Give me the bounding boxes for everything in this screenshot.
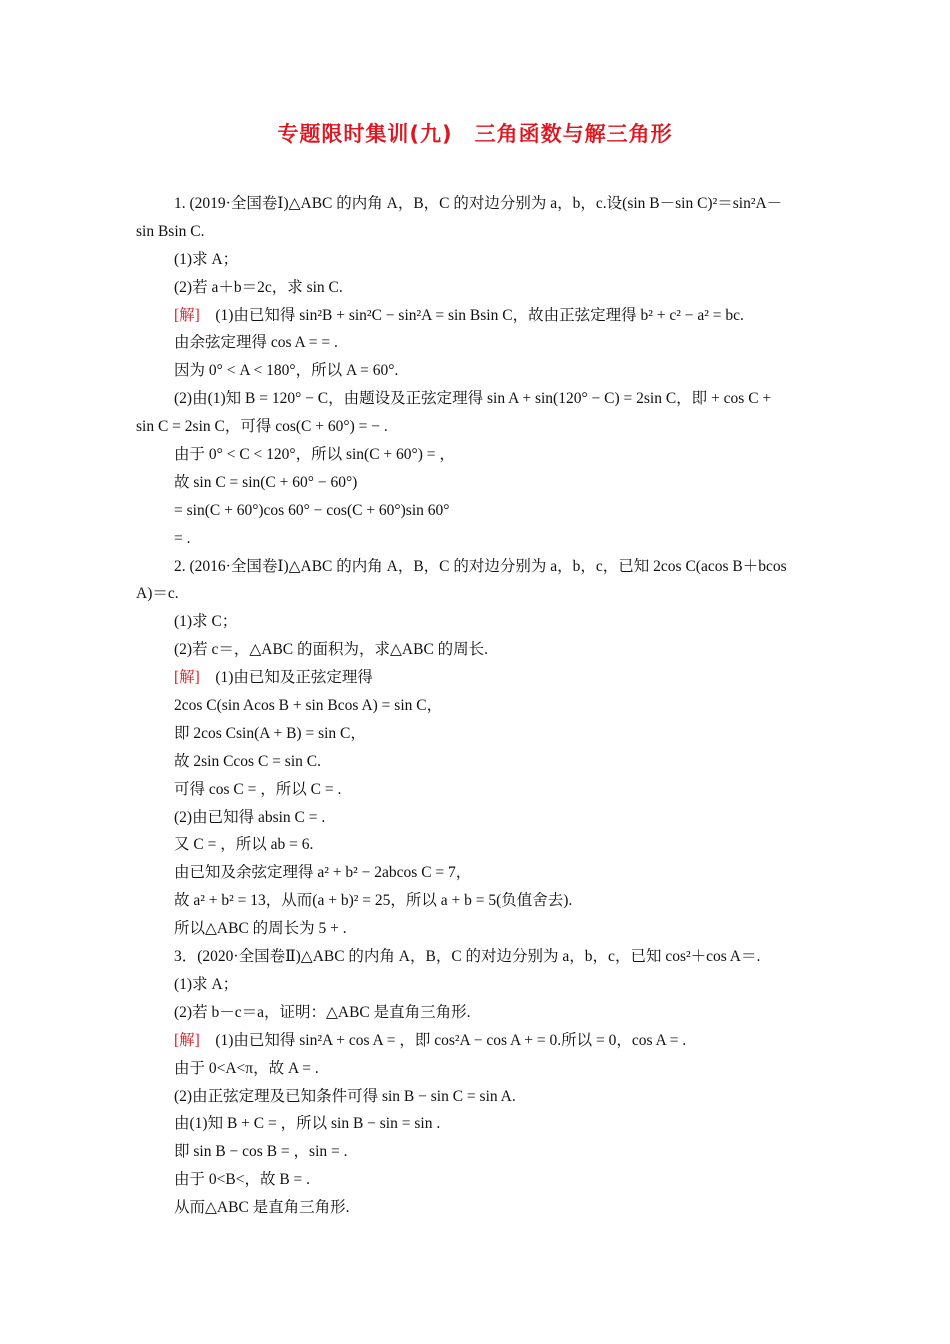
line-text: 可得 cos C = ，所以 C = . [174, 780, 342, 798]
text-line [136, 525, 816, 553]
line-text: 所以△ABC 的周长为 5 + . [174, 920, 347, 938]
line-text: = sin(C + 60°)cos 60° − cos(C + 60°)sin 60° [174, 501, 450, 519]
line-text: (2)由(1)知 B = 120° − C，由题设及正弦定理得 sin A + sin(120° − C) = 2sin C，即 + cos C + [174, 390, 772, 408]
text-line [136, 692, 816, 720]
text-line [136, 357, 816, 385]
text-line [136, 1055, 816, 1083]
text-line [136, 1194, 816, 1222]
page-title: 专题限时集训(九) 三角函数与解三角形 [277, 122, 673, 146]
text-line [136, 469, 816, 497]
document-body [136, 190, 816, 1222]
solution-tag: [解] [174, 1031, 200, 1049]
text-line [136, 385, 816, 413]
text-line [136, 1027, 816, 1055]
text-line [136, 580, 816, 608]
line-text: 由于 0° < C < 120°，所以 sin(C + 60°) = ， [174, 446, 455, 464]
text-line [136, 329, 816, 357]
text-line [136, 776, 816, 804]
text-line [136, 636, 816, 664]
text-line [136, 441, 816, 469]
text-line [136, 246, 816, 274]
text-line [136, 943, 816, 971]
text-line [136, 553, 816, 581]
text-line [136, 971, 816, 999]
line-text: = . [174, 529, 191, 547]
line-text: 因为 0° < A < 180°，所以 A = 60°. [174, 362, 399, 380]
text-line [136, 748, 816, 776]
text-line [136, 1166, 816, 1194]
line-text: 由于 0<A<π，故 A = . [174, 1059, 319, 1077]
text-line [136, 887, 816, 915]
text-line [136, 664, 816, 692]
line-text: (1)由已知得 sin²B + sin²C − sin²A = sin Bsin C，故由正弦定理得 b² + c² − a² = bc. [199, 306, 744, 324]
text-line [136, 608, 816, 636]
line-text: (2)若 b－c＝a，证明：△ABC 是直角三角形. [174, 1003, 471, 1021]
line-text: (2)若 a＋b＝2c，求 sin C. [174, 278, 343, 296]
text-line [136, 218, 816, 246]
line-text: A)＝c. [136, 585, 179, 603]
text-line [136, 859, 816, 887]
text-line [136, 302, 816, 330]
line-text: 又 C = ，所以 ab = 6. [174, 836, 314, 854]
line-text: 由于 0<B<，故 B = . [174, 1171, 311, 1189]
line-text: 故 2sin Ccos C = sin C. [174, 752, 321, 770]
line-text: 即 2cos Csin(A + B) = sin C， [174, 724, 366, 742]
text-line [136, 999, 816, 1027]
line-text: (1)求 A； [174, 250, 239, 268]
line-text: 3．(2020·全国卷Ⅱ)△ABC 的内角 A，B，C 的对边分别为 a，b，c，已知 cos²＋cos A＝. [174, 948, 761, 966]
line-text: (2)若 c＝，△ABC 的面积为，求△ABC 的周长. [174, 641, 489, 659]
line-text: (1)由已知得 sin²A + cos A = ，即 cos²A − cos A + = 0.所以 = 0，cos A = . [199, 1031, 687, 1049]
text-line [136, 804, 816, 832]
line-text: 故 a² + b² = 13，从而(a + b)² = 25，所以 a + b = 5(负值舍去). [174, 892, 573, 910]
solution-tag: [解] [174, 669, 200, 687]
text-line [136, 915, 816, 943]
text-line [136, 831, 816, 859]
line-text: (2)由已知得 absin C = . [174, 808, 326, 826]
text-line [136, 190, 816, 218]
text-line [136, 274, 816, 302]
line-text: 2cos C(sin Acos B + sin Bcos A) = sin C， [174, 697, 443, 715]
text-line [136, 497, 816, 525]
text-line [136, 1138, 816, 1166]
line-text: sin Bsin C. [136, 222, 205, 240]
text-line [136, 720, 816, 748]
line-text: sin C = 2sin C，可得 cos(C + 60°) = − . [136, 418, 388, 436]
line-text: (2)由正弦定理及已知条件可得 sin B − sin C = sin A. [174, 1087, 516, 1105]
line-text: (1)由已知及正弦定理得 [199, 669, 373, 687]
line-text: (1)求 A； [174, 975, 239, 993]
line-text: 2. (2016·全国卷Ⅰ)△ABC 的内角 A，B，C 的对边分别为 a，b，c，已知 2cos C(acos B＋bcos [174, 557, 787, 575]
line-text: 由(1)知 B + C = ，所以 sin B − sin = sin . [174, 1115, 441, 1133]
line-text: 即 sin B − cos B = ，sin = . [174, 1143, 348, 1161]
line-text: 1. (2019·全国卷Ⅰ)△ABC 的内角 A，B，C 的对边分别为 a，b，c.设(sin B－sin C)²＝sin²A－ [174, 195, 783, 212]
line-text: 由已知及余弦定理得 a² + b² − 2abcos C = 7， [174, 864, 472, 882]
line-text: 故 sin C = sin(C + 60° − 60°) [174, 473, 358, 491]
text-line [136, 1110, 816, 1138]
line-text: 由余弦定理得 cos A = = . [174, 334, 338, 352]
line-text: 从而△ABC 是直角三角形. [174, 1199, 350, 1217]
line-text: (1)求 C； [174, 613, 238, 631]
text-line [136, 1083, 816, 1111]
solution-tag: [解] [174, 306, 200, 324]
text-line [136, 413, 816, 441]
